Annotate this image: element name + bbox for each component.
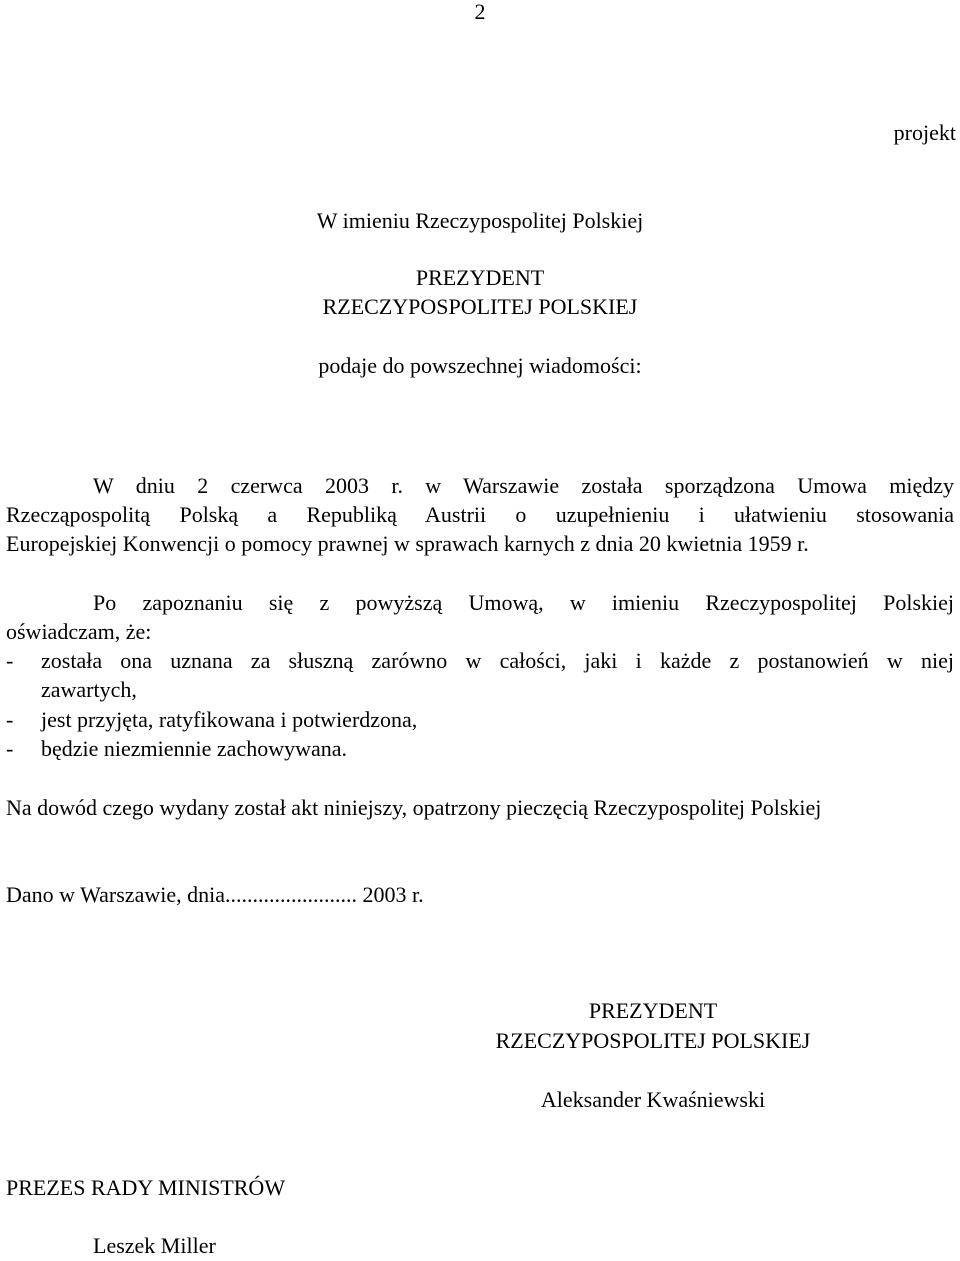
countersignature-name: Leszek Miller <box>93 1233 216 1258</box>
header-republic: RZECZYPOSPOLITEJ POLSKIEJ <box>322 294 638 319</box>
countersignature-title: PREZES RADY MINISTRÓW <box>6 1175 286 1200</box>
page-number: 2 <box>474 0 486 24</box>
paragraph-agreement-line-3: Europejskiej Konwencji o pomocy prawnej w sprawach karnych z dnia 20 kwietnia 1959 r. <box>6 531 809 556</box>
list-item-1-line-2: zawartych, <box>41 677 137 702</box>
list-marker: - <box>6 707 14 732</box>
signature-title-president: PREZYDENT <box>588 998 718 1023</box>
list-item-2: jest przyjęta, ratyfikowana i potwierdzona, <box>41 707 418 732</box>
signature-name: Aleksander Kwaśniewski <box>540 1087 766 1112</box>
list-marker: - <box>6 648 14 673</box>
paragraph-agreement-line-1: W dniu 2 czerwca 2003 r. w Warszawie została sporządzona Umowa między <box>93 473 954 498</box>
seal-statement: Na dowód czego wydany został akt niniejszy, opatrzony pieczęcią Rzeczypospolitej Polskiej <box>6 795 822 820</box>
paragraph-declaration-line-2: oświadczam, że: <box>6 619 152 644</box>
header-announcement: podaje do powszechnej wiadomości: <box>318 353 642 378</box>
header-invocation: W imieniu Rzeczypospolitej Polskiej <box>316 208 644 233</box>
document-status: projekt <box>893 120 956 145</box>
paragraph-agreement-line-2: Rzecząpospolitą Polską a Republiką Austrii o uzupełnieniu i ułatwieniu stosowania <box>6 502 954 527</box>
paragraph-declaration-line-1: Po zapoznaniu się z powyższą Umową, w imieniu Rzeczypospolitej Polskiej <box>93 590 954 615</box>
list-item-1-line-1: została ona uznana za słuszną zarówno w całości, jaki i każde z postanowień w niej <box>41 648 954 673</box>
list-marker: - <box>6 736 14 761</box>
date-place: Dano w Warszawie, dnia........................ 2003 r. <box>6 882 424 907</box>
signature-title-republic: RZECZYPOSPOLITEJ POLSKIEJ <box>495 1028 811 1053</box>
header-president: PREZYDENT <box>415 265 545 290</box>
list-item-3: będzie niezmiennie zachowywana. <box>41 736 348 761</box>
